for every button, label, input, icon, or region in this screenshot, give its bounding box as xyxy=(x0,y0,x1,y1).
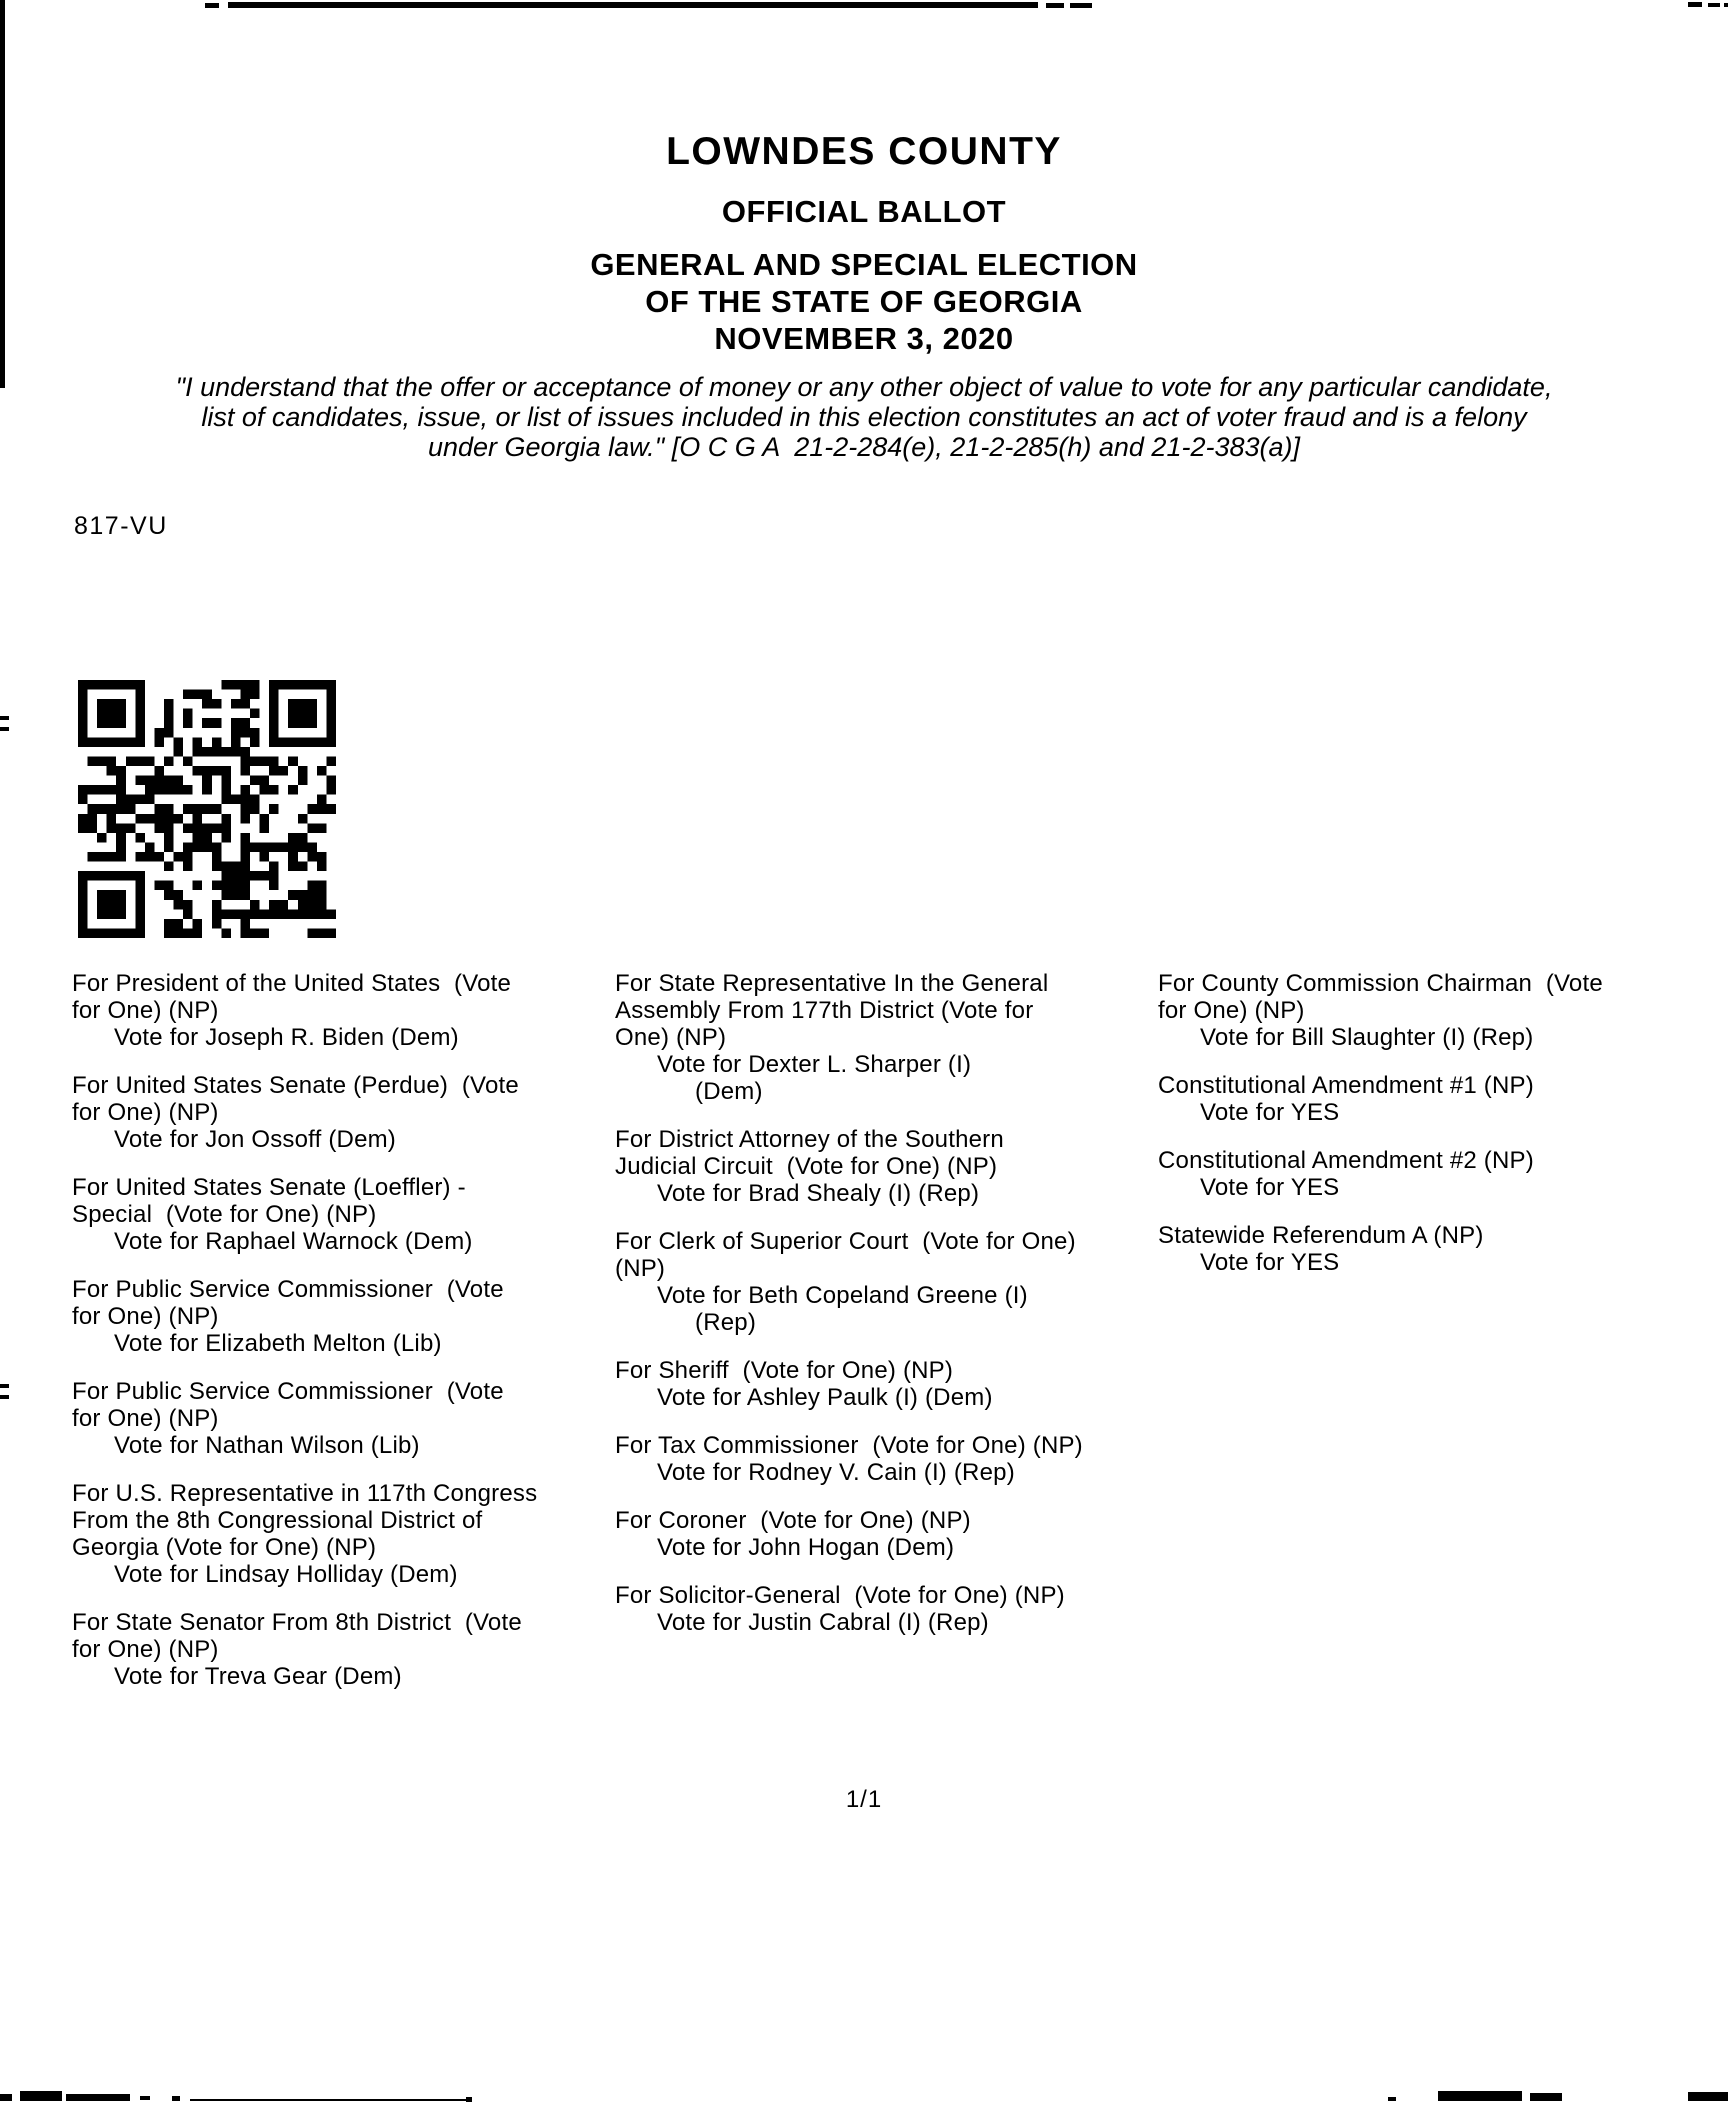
election-title-line3: NOVEMBER 3, 2020 xyxy=(714,321,1014,356)
contest-block xyxy=(72,1378,620,1459)
vote-for-line: Vote for Treva Gear (Dem) xyxy=(114,1663,402,1690)
contest-block xyxy=(1158,1147,1706,1201)
contest-block xyxy=(72,1174,620,1255)
contest-title-line: For Solicitor-General (Vote for One) (NP) xyxy=(615,1582,1065,1609)
contest-title-line: For Tax Commissioner (Vote for One) (NP) xyxy=(615,1432,1083,1459)
scan-artifact-bottom-line xyxy=(140,2096,150,2100)
vote-for-line: Vote for YES xyxy=(1200,1099,1340,1126)
vote-for-line: Vote for Dexter L. Sharper (I) xyxy=(657,1051,972,1078)
scan-artifact-bottom-line xyxy=(1388,2097,1396,2101)
scan-artifact-top-line xyxy=(228,2,1038,8)
scan-artifact-top-line xyxy=(1070,3,1092,8)
contest-title-line: For Public Service Commissioner (Vote xyxy=(72,1276,504,1303)
ballot-style-id: 817-VU xyxy=(74,512,168,540)
contest-title-line: for One) (NP) xyxy=(72,1099,219,1126)
contest-title-line: For District Attorney of the Southern xyxy=(615,1126,1004,1153)
scan-artifact-top-line xyxy=(205,3,219,8)
scan-artifact-bottom-line xyxy=(172,2096,180,2101)
vote-for-line: Vote for Brad Shealy (I) (Rep) xyxy=(657,1180,980,1207)
contest-title-line: Special (Vote for One) (NP) xyxy=(72,1201,377,1228)
contest-title-line: For County Commission Chairman (Vote xyxy=(1158,970,1603,997)
contest-title-line: for One) (NP) xyxy=(72,1636,219,1663)
contest-block xyxy=(72,1072,620,1153)
disclaimer-line: list of candidates, issue, or list of issues included in this election constitutes an act of voter fraud and is a felony xyxy=(201,402,1527,432)
scan-artifact-bottom-line xyxy=(66,2094,130,2101)
contest-block xyxy=(1158,1072,1706,1126)
vote-for-line: Vote for Lindsay Holliday (Dem) xyxy=(114,1561,458,1588)
scan-artifact-top-line xyxy=(1046,3,1064,8)
vote-for-line: Vote for Beth Copeland Greene (I) xyxy=(657,1282,1028,1309)
contest-block xyxy=(1158,970,1706,1051)
scan-artifact-bottom-line xyxy=(466,2097,472,2102)
contest-block xyxy=(72,1609,620,1690)
scan-artifact-top-line xyxy=(1708,3,1720,7)
vote-for-line: (Rep) xyxy=(695,1309,757,1336)
contest-title-line: For Coroner (Vote for One) (NP) xyxy=(615,1507,971,1534)
vote-for-line: Vote for Raphael Warnock (Dem) xyxy=(114,1228,473,1255)
contest-title-line: for One) (NP) xyxy=(72,1405,219,1432)
qr-code-icon xyxy=(68,680,346,938)
scan-artifact-left-tick xyxy=(0,716,9,720)
election-title-line1: GENERAL AND SPECIAL ELECTION xyxy=(590,247,1138,282)
contest-title-line: for One) (NP) xyxy=(72,1303,219,1330)
contest-title-line: From the 8th Congressional District of xyxy=(72,1507,483,1534)
contest-block xyxy=(615,970,1163,1105)
contest-title-line: One) (NP) xyxy=(615,1024,727,1051)
ballot-column xyxy=(72,970,620,1711)
contest-title-line: For President of the United States (Vote xyxy=(72,970,512,997)
vote-for-line: Vote for Bill Slaughter (I) (Rep) xyxy=(1200,1024,1534,1051)
vote-for-line: Vote for YES xyxy=(1200,1249,1340,1276)
contest-title-line: Georgia (Vote for One) (NP) xyxy=(72,1534,377,1561)
scan-artifact-bottom-line xyxy=(190,2099,470,2101)
scan-artifact-bottom-line xyxy=(1688,2092,1728,2101)
contest-block xyxy=(72,1480,620,1588)
page-number: 1/1 xyxy=(845,1786,883,1813)
scan-artifact-left-tick xyxy=(0,727,9,731)
contest-title-line: For Public Service Commissioner (Vote xyxy=(72,1378,504,1405)
voter-fraud-disclaimer xyxy=(30,372,1698,462)
vote-for-line: Vote for YES xyxy=(1200,1174,1340,1201)
contest-block xyxy=(615,1432,1163,1486)
contest-title-line: For State Senator From 8th District (Vote xyxy=(72,1609,522,1636)
scan-artifact-bottom-line xyxy=(1530,2093,1562,2101)
contest-block xyxy=(615,1507,1163,1561)
scan-artifact-top-line xyxy=(1688,2,1702,7)
contest-title-line: (NP) xyxy=(615,1255,666,1282)
scan-artifact-top-line xyxy=(1724,3,1728,7)
contest-title-line: Assembly From 177th District (Vote for xyxy=(615,997,1034,1024)
election-title-line2: OF THE STATE OF GEORGIA xyxy=(645,284,1083,319)
scan-artifact-left-tick xyxy=(0,1384,9,1388)
contest-title-line: for One) (NP) xyxy=(72,997,219,1024)
vote-for-line: Vote for Elizabeth Melton (Lib) xyxy=(114,1330,442,1357)
scan-artifact-left-tick xyxy=(0,1395,9,1399)
contest-block xyxy=(615,1126,1163,1207)
vote-for-line: Vote for John Hogan (Dem) xyxy=(657,1534,955,1561)
contest-block xyxy=(615,1357,1163,1411)
contest-title-line: For U.S. Representative in 117th Congress xyxy=(72,1480,538,1507)
contest-title-line: Judicial Circuit (Vote for One) (NP) xyxy=(615,1153,998,1180)
contest-title-line: For State Representative In the General xyxy=(615,970,1049,997)
vote-for-line: Vote for Nathan Wilson (Lib) xyxy=(114,1432,420,1459)
scan-artifact-bottom-line xyxy=(1438,2091,1522,2101)
disclaimer-line: "I understand that the offer or acceptance of money or any other object of value to vote for any particular candidate, xyxy=(175,372,1553,402)
contest-title-line: For United States Senate (Perdue) (Vote xyxy=(72,1072,519,1099)
contest-title-line: For United States Senate (Loeffler) - xyxy=(72,1174,466,1201)
disclaimer-line: under Georgia law." [O C G A 21-2-284(e), 21-2-285(h) and 21-2-383(a)] xyxy=(427,432,1301,462)
ballot-type-title: OFFICIAL BALLOT xyxy=(721,194,1007,229)
county-title: LOWNDES COUNTY xyxy=(666,130,1062,173)
contest-title-line: Constitutional Amendment #2 (NP) xyxy=(1158,1147,1534,1174)
contest-block xyxy=(615,1582,1163,1636)
contest-title-line: Constitutional Amendment #1 (NP) xyxy=(1158,1072,1534,1099)
contest-block xyxy=(72,970,620,1051)
vote-for-line: Vote for Rodney V. Cain (I) (Rep) xyxy=(657,1459,1015,1486)
contest-title-line: For Clerk of Superior Court (Vote for One) xyxy=(615,1228,1076,1255)
contest-block xyxy=(72,1276,620,1357)
vote-for-line: (Dem) xyxy=(695,1078,763,1105)
vote-for-line: Vote for Justin Cabral (I) (Rep) xyxy=(657,1609,989,1636)
contest-block xyxy=(615,1228,1163,1336)
scan-artifact-bottom-line xyxy=(20,2091,62,2101)
contest-block xyxy=(1158,1222,1706,1276)
contest-title-line: For Sheriff (Vote for One) (NP) xyxy=(615,1357,954,1384)
contest-title-line: Statewide Referendum A (NP) xyxy=(1158,1222,1484,1249)
vote-for-line: Vote for Ashley Paulk (I) (Dem) xyxy=(657,1384,993,1411)
vote-for-line: Vote for Jon Ossoff (Dem) xyxy=(114,1126,396,1153)
scan-artifact-bottom-line xyxy=(0,2094,12,2101)
vote-for-line: Vote for Joseph R. Biden (Dem) xyxy=(114,1024,459,1051)
ballot-column xyxy=(615,970,1163,1657)
ballot-column xyxy=(1158,970,1706,1297)
contest-title-line: for One) (NP) xyxy=(1158,997,1305,1024)
